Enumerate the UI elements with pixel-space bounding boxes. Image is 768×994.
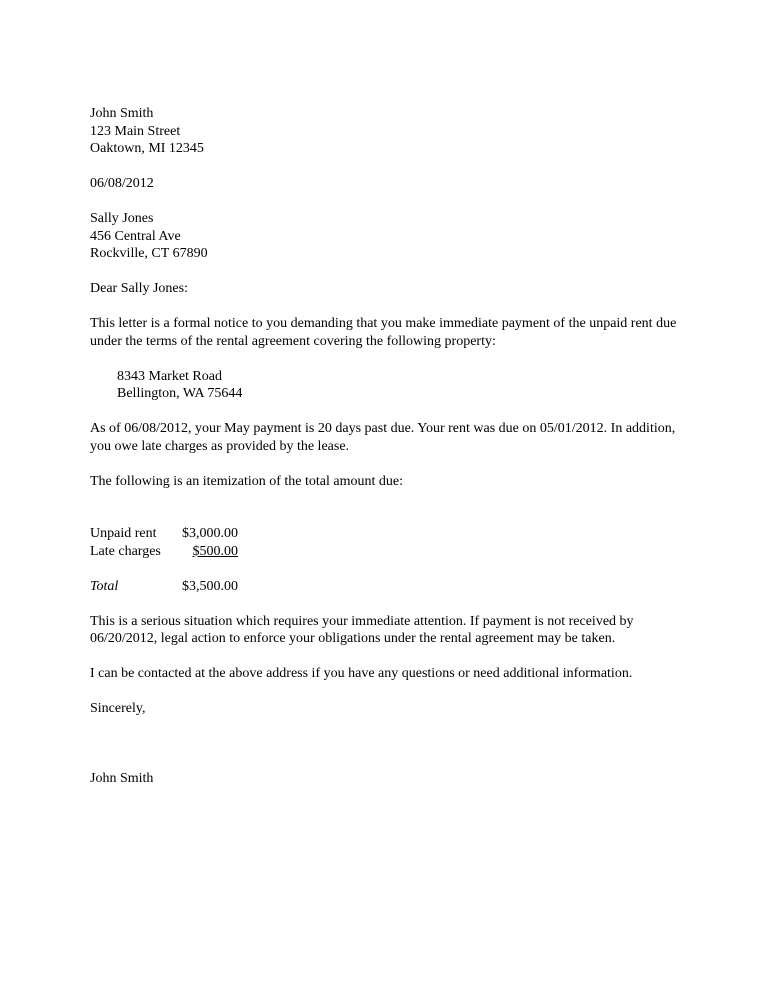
table-row xyxy=(90,543,678,561)
sender-city-state-zip: Oaktown, MI 12345 xyxy=(90,141,204,156)
itemization-table xyxy=(90,525,678,595)
recipient-street: 456 Central Ave xyxy=(90,228,181,244)
letter-date: 06/08/2012 xyxy=(90,176,154,191)
paragraph-itemization-intro: The following is an itemization of the total amount due: xyxy=(90,473,403,489)
item-label-late-charges: Late charges xyxy=(90,543,161,559)
sender-street: 123 Main Street xyxy=(90,123,181,139)
total-amount: $3,500.00 xyxy=(182,578,238,594)
sender-name: John Smith xyxy=(90,106,154,121)
signature-name: John Smith xyxy=(90,771,154,786)
sender-address xyxy=(90,105,678,158)
recipient-city-state-zip: Rockville, CT 67890 xyxy=(90,246,208,261)
item-label-unpaid-rent: Unpaid rent xyxy=(90,526,157,541)
total-row xyxy=(90,578,678,596)
item-amount-late-charges: $500.00 xyxy=(192,543,238,559)
recipient-name: Sally Jones xyxy=(90,211,154,226)
paragraph-notice: This letter is a formal notice to you demanding that you make immediate payment of the unpaid rent due under the terms of the rental agreement covering the following property: xyxy=(90,316,677,349)
total-label: Total xyxy=(90,578,119,594)
property-address xyxy=(90,368,678,403)
table-row xyxy=(90,525,678,543)
paragraph-past-due: As of 06/08/2012, your May payment is 20 days past due. Your rent was due on 05/01/2012. In addition, you owe late charges as provided by the lease. xyxy=(90,421,676,454)
closing: Sincerely, xyxy=(90,701,146,716)
recipient-address xyxy=(90,210,678,263)
paragraph-serious: This is a serious situation which requires your immediate attention. If payment is not received by 06/20/2012, legal action to enforce your obligations under the rental agreement may be taken. xyxy=(90,613,634,646)
item-amount-unpaid-rent: $3,000.00 xyxy=(182,526,238,541)
paragraph-contact: I can be contacted at the above address if you have any questions or need additional information. xyxy=(90,666,633,681)
salutation: Dear Sally Jones: xyxy=(90,281,188,296)
property-city-state-zip: Bellington, WA 75644 xyxy=(117,386,243,401)
property-street: 8343 Market Road xyxy=(117,368,222,384)
